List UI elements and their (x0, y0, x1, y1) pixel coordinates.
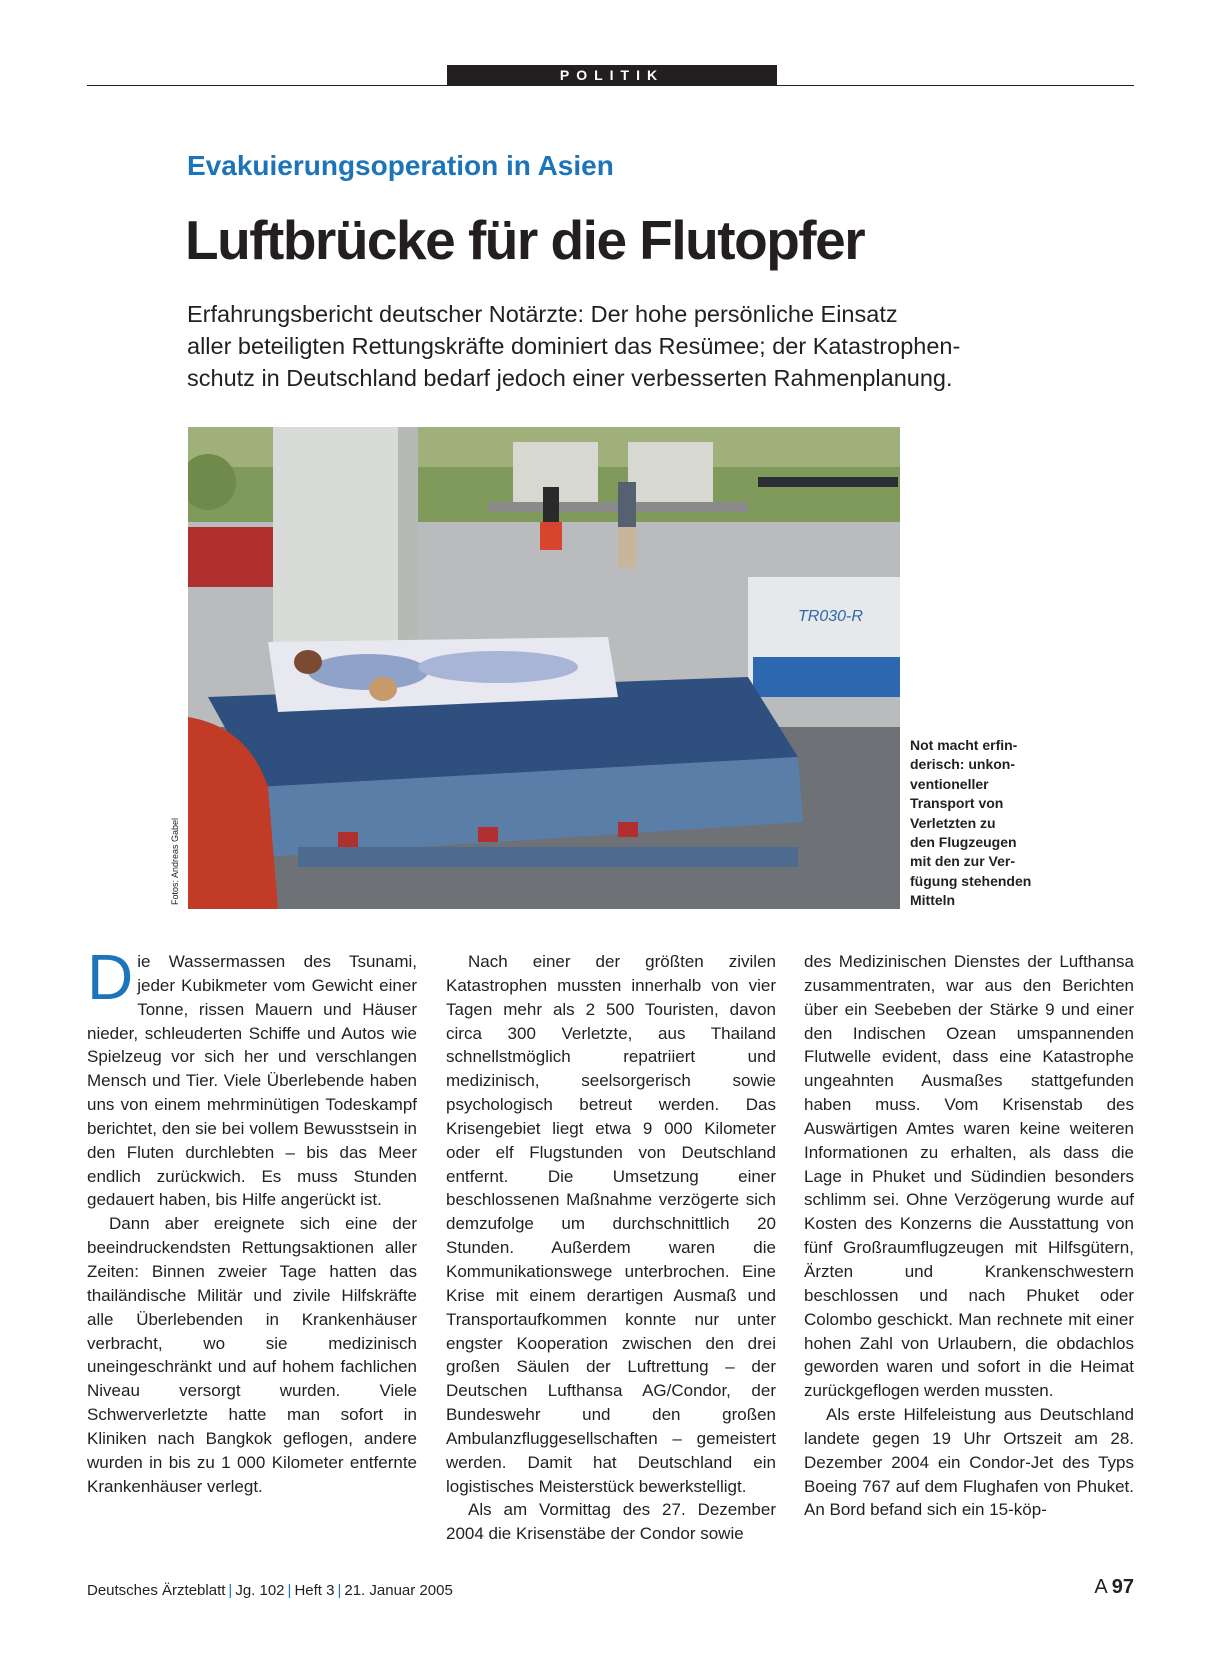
article-photo (188, 427, 900, 909)
caption-line: Transport von (910, 795, 1004, 812)
photo-caption (910, 736, 1060, 911)
top-rule (87, 85, 1134, 86)
kicker: Evakuierungsoperation in Asien (187, 150, 614, 181)
drop-cap: D (87, 941, 134, 1013)
caption-line: ventioneller (910, 775, 989, 792)
page-number-value: 97 (1111, 1576, 1134, 1598)
caption-line: derisch: unkon- (910, 756, 1016, 773)
caption-line: fügung stehenden (910, 872, 1032, 889)
body-paragraph: Als am Vormittag des 27. Dezember 2004 die Krisenstäbe der Condor sowie (446, 1500, 776, 1544)
footer-separator: | (287, 1582, 292, 1599)
body-paragraph: Als erste Hilfeleistung aus Deutschland landete gegen 19 Uhr Ortszeit am 28. Dezember 2004 ein Condor-Jet des Typs Boeing 767 auf dem Flughafen von Phuket. An Bord befand sich ein 15-köp- (804, 1405, 1134, 1520)
body-paragraph (87, 941, 417, 1212)
journal-name: Deutsches Ärzteblatt (87, 1582, 226, 1599)
caption-line: Mitteln (910, 892, 956, 909)
body-column-3 (804, 950, 1134, 1522)
vehicle-plate: TR030-R (798, 608, 863, 625)
journal-volume: Jg. 102 (235, 1582, 285, 1599)
lead-line: schutz in Deutschland bedarf jedoch einer verbesserten Rahmenplanung. (187, 365, 953, 391)
body-paragraph: Dann aber ereignete sich eine der beeindruckendsten Rettungsaktionen aller Zeiten: Binnen zweier Tage hatten das thailändische Militär und zivile Hilfskräfte alle Überlebenden in Krankenhäuser verbracht, wo sie medizinisch uneingeschränkt und auf hohem fachlichen Niveau versorgt wurden. Viele Schwerverletzte hatte man sofort in Kliniken nach Bangkok geflogen, andere wurden in bis zu 1 000 Kilometer entfernte Krankenhäuser verlegt. (87, 1214, 417, 1496)
lead-line: Erfahrungsbericht deutscher Notärzte: Der hohe persönliche Einsatz (187, 301, 898, 327)
section-tag: POLITIK (447, 65, 777, 86)
caption-line: Verletzten zu (910, 814, 996, 831)
lead-paragraph (187, 298, 1067, 394)
footer-separator: | (228, 1582, 233, 1599)
paragraph-text: ie Wassermassen des Tsunami, jeder Kubikmeter vom Gewicht einer Tonne, rissen Mauern und Häuser nieder, schleuderten Schiffe und Autos wie Spielzeug vor sich her und verschlangen Mensch und Tier. Viele Überlebende haben uns von einem mehrminütigen Todeskampf berichtet, den sie bei vollem Bewusstsein in den Fluten durchlebten – bis das Meer endlich zurückwich. Es muss Stunden gedauert haben, bis Hilfe angerückt ist. (87, 952, 417, 1210)
body-column-2 (446, 950, 776, 1546)
footer-separator: | (337, 1582, 342, 1599)
body-paragraph: des Medizinischen Dienstes der Lufthansa zusammentraten, war aus den Berichten über ein Seebeben der Stärke 9 und einer den Indischen Ozean umspannenden Flutwelle evident, dass eine Katastrophe ungeahnten Ausmaßes stattgefunden haben muss. Vom Krisenstab des Auswärtigen Amtes waren keine weiteren Informationen zu erhalten, als dass die Lage in Phuket und Südindien besonders schlimm sei. Ohne Verzögerung wurde auf Kosten des Konzerns die Ausstattung von fünf Großraumflugzeugen mit Hilfsgütern, Ärzten und Krankenschwestern beschlossen und nach Phuket oder Colombo geschickt. Man rechnete mit einer hohen Zahl von Urlaubern, die obdachlos geworden waren und sofort in die Heimat zurückgeflogen werden mussten. (804, 952, 1134, 1401)
journal-issue: Heft 3 (294, 1582, 335, 1599)
photo-credit: Fotos: Andreas Gabel (170, 817, 180, 905)
page-prefix: A (1094, 1576, 1108, 1598)
page-footer (87, 1582, 453, 1599)
headline: Luftbrücke für die Flutopfer (185, 209, 865, 271)
caption-line: Not macht erfin- (910, 737, 1018, 753)
body-column-1 (87, 941, 417, 1498)
caption-line: mit den zur Ver- (910, 853, 1016, 870)
page-number (1094, 1576, 1134, 1599)
caption-line: den Flugzeugen (910, 834, 1017, 851)
journal-date: 21. Januar 2005 (344, 1582, 453, 1599)
lead-line: aller beteiligten Rettungskräfte dominiert das Resümee; der Katastrophen- (187, 333, 961, 359)
body-paragraph: Nach einer der größten zivilen Katastrophen mussten innerhalb von vier Tagen mehr als 2 500 Touristen, davon circa 300 Verletzte, aus Thailand schnellstmöglich repatriiert und medizinisch, seelsorgerisch sowie psychologisch betreut werden. Das Krisengebiet liegt etwa 9 000 Kilometer oder elf Flugstunden von Deutschland entfernt. Die Umsetzung einer beschlossenen Maßnahme verzögerte sich demzufolge um durchschnittlich 20 Stunden. Außerdem waren die Kommunikationswege unterbrochen. Eine Krise mit einem derartigen Ausmaß und Transportaufkommen konnte nur unter engster Kooperation zwischen den drei großen Säulen der Luftrettung – der Deutschen Lufthansa AG/Condor, der Bundeswehr und den großen Ambulanzfluggesellschaften – gemeistert werden. Damit hat Deutschland ein logistisches Meisterstück bewerkstelligt. (446, 952, 776, 1496)
